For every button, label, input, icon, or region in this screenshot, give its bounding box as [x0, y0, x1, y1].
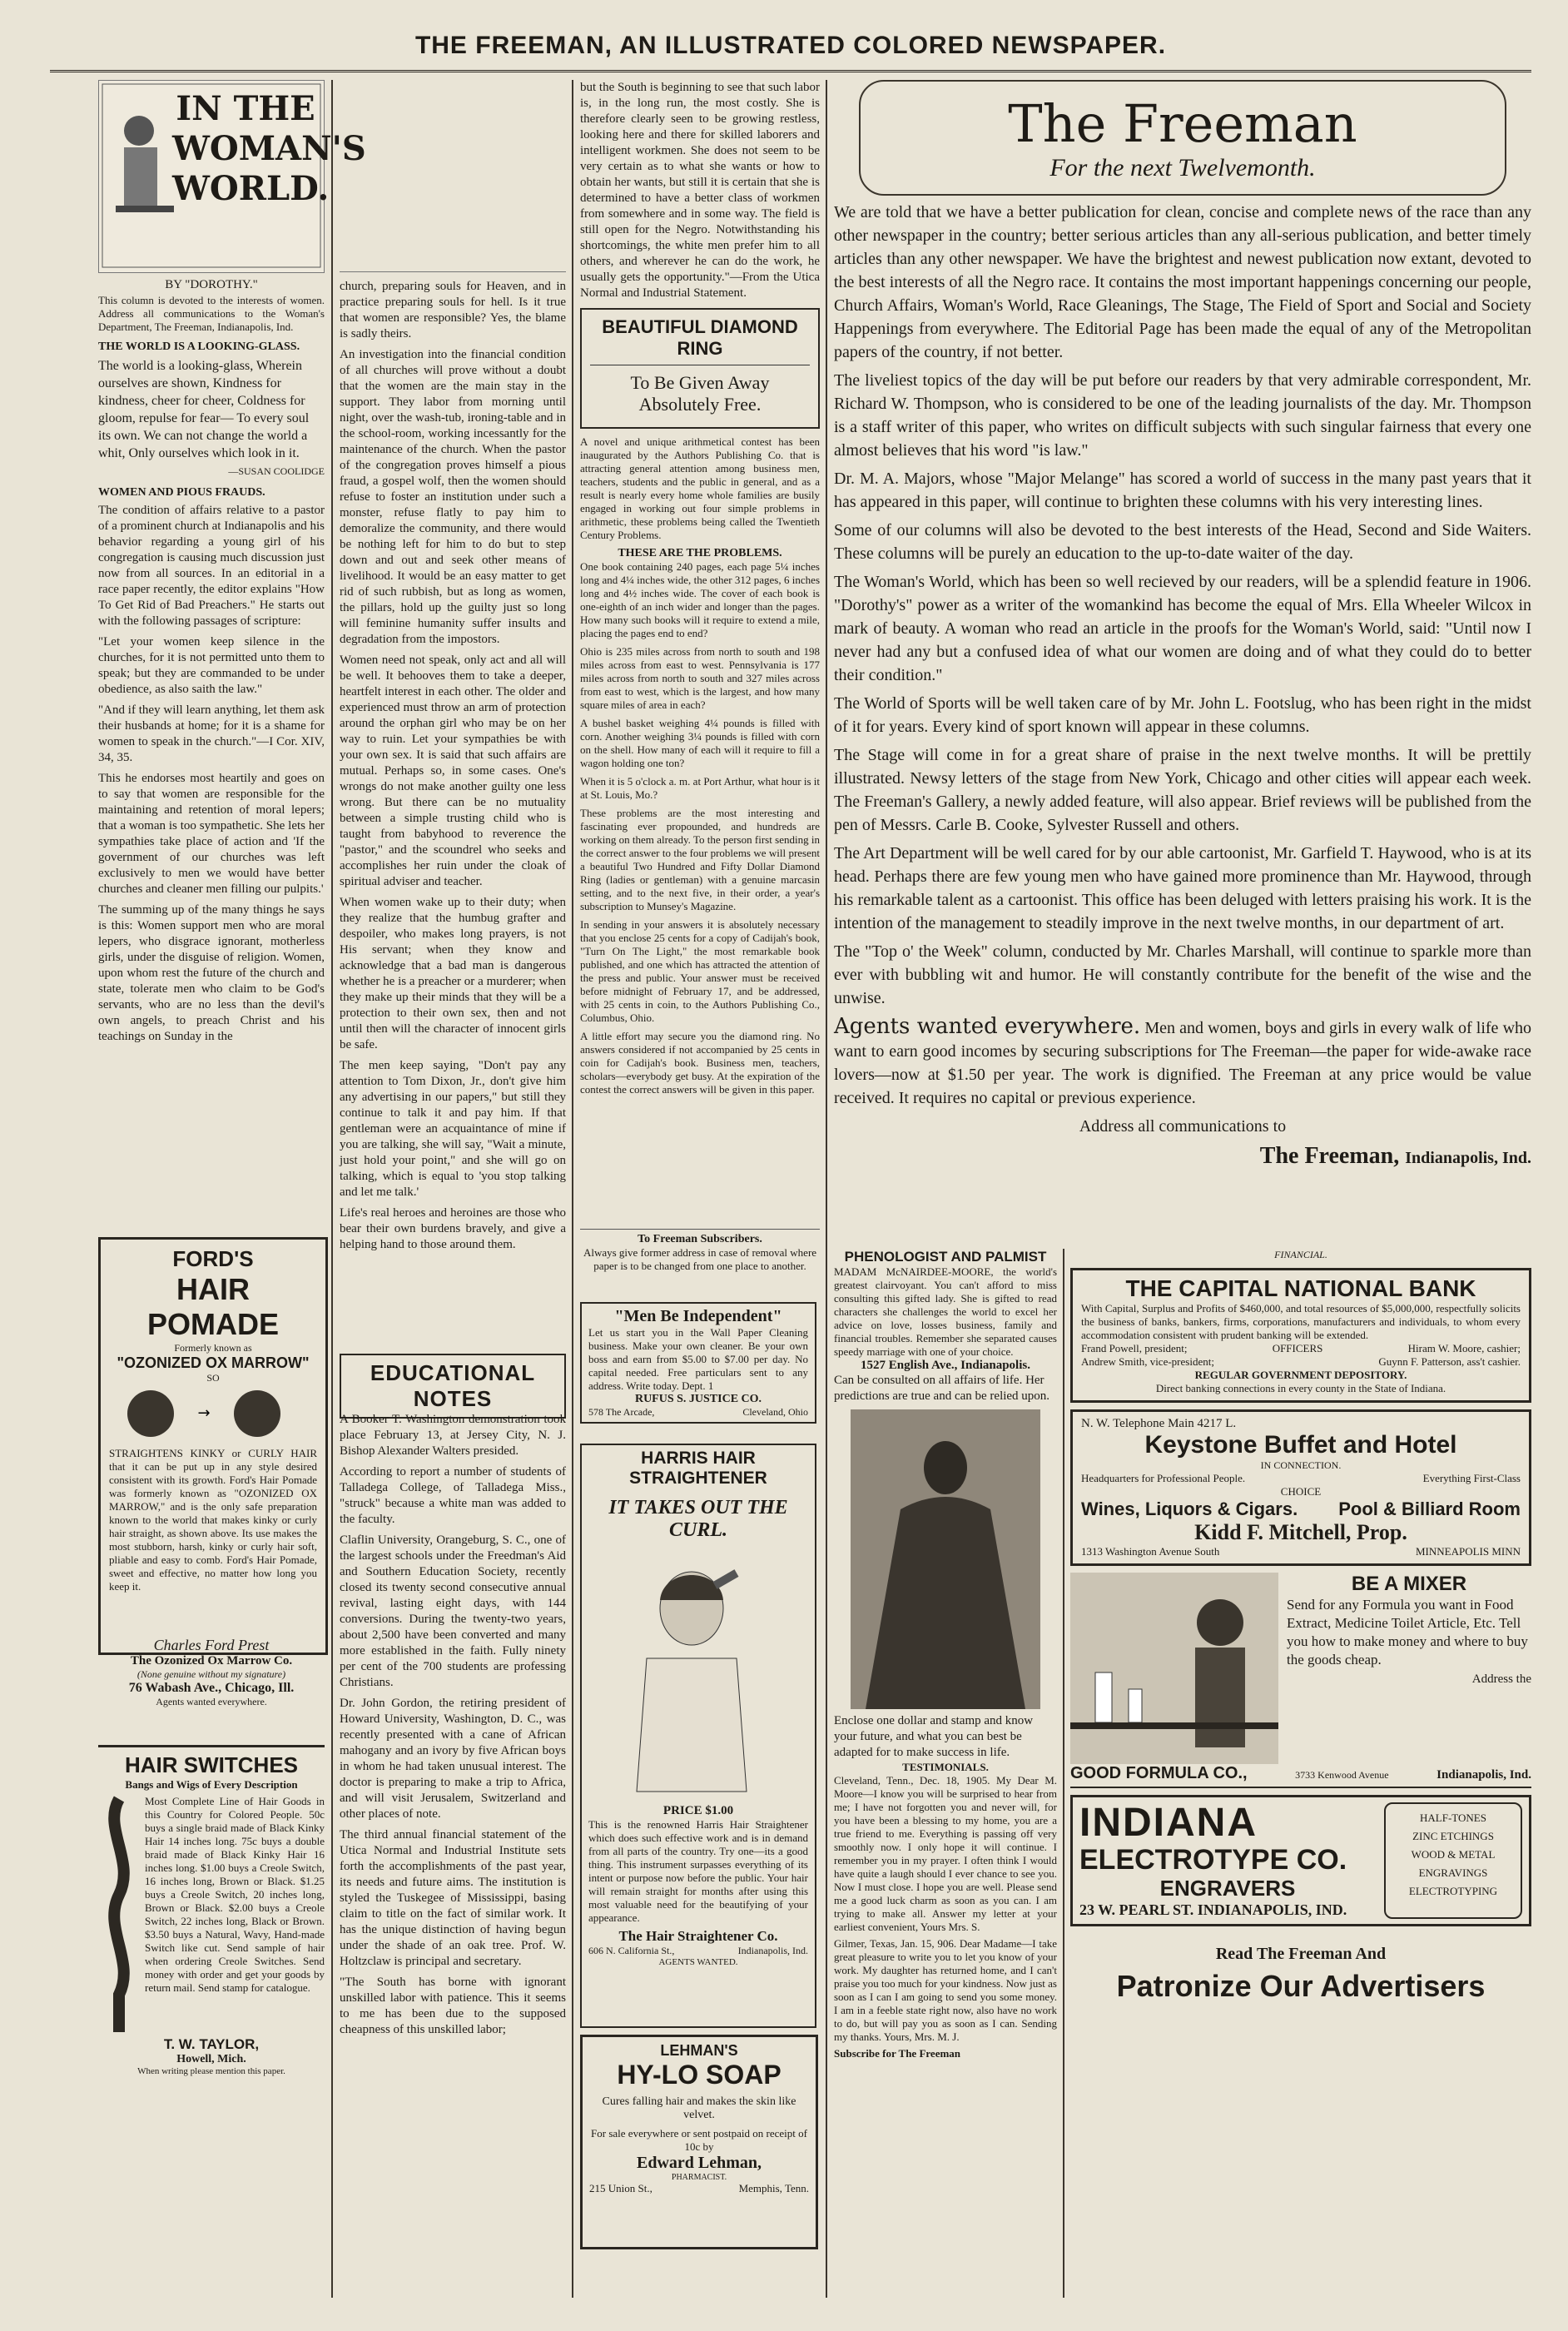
electro-line2: ELECTROTYPE CO. [1079, 1844, 1347, 1876]
testimonial: Gilmer, Texas, Jan. 15, 906. Dear Madame—I take great pleasure to write you to let you know of your work. My daughter has returned home, and I can't praise you too much for your kindness. Now just as soon as I can I am going to send you some money. I am in a feeble state right now, also have no work to do, but will pay you as soon as I can. Sending my thanks. Yours, Mrs. M. J. [834, 1937, 1057, 2043]
column-clairvoyant [834, 1249, 1057, 2298]
bank-body: With Capital, Surplus and Profits of $460,000, and total resources of $5,000,000, respectfully solicits the business of banks, bankers, firms, corporations, manufacturers and individuals, to whom every accommodation consistent with prudent banking will be extended. [1081, 1302, 1521, 1341]
notice-body: Always give former address in case of removal where paper is to be changed from one place to another. [583, 1246, 817, 1272]
article-paragraph: The men keep saying, "Don't pay any attention to Tom Dixon, Jr., don't give him any advertising in our papers," but still they continue to talk it and pay him. If that gentleman were an acquaintance of mine if you are talking, she will say, "Wait a minute, just hold your point," and she will go on talking, which is equal to 'you stop talking and let me talk.' [340, 1059, 566, 1199]
electro-services-list [1384, 1802, 1522, 1919]
ad-person: Edward Lehman, [636, 2154, 762, 2172]
woman-combing-hair-illustration-icon [588, 1550, 795, 1800]
footer-note: Subscribe for The Freeman [834, 2047, 961, 2060]
svg-text:→: → [197, 1404, 211, 1422]
ad-be-a-mixer [1070, 1573, 1531, 1764]
chemist-illustration-icon [1070, 1573, 1278, 1764]
ad-city: Howell, Mich. [176, 2053, 246, 2065]
illustration-spill [340, 80, 566, 272]
edu-note: A Booker T. Washington demonstration took place February 13, at Jersey City, N. J. Bishop Alexander Walters presided. [340, 1413, 566, 1458]
ad-order: For sale everywhere or sent postpaid on receipt of 10c by [591, 2127, 807, 2153]
problems-heading: THESE ARE THE PROBLEMS. [618, 547, 782, 559]
edu-note: Dr. John Gordon, the retiring president of Howard University, Washington, D. C., was recently presented with a cane of African mahogany and an ivory by five African boys in whom he had taken unusual interest. The doctor is preparing to make a trip to Africa, and will visit Jerusalem, Switzerland and other places of note. [340, 1697, 566, 1821]
poem-heading: THE WORLD IS A LOOKING-GLASS. [98, 340, 300, 353]
subscribers-notice [580, 1229, 820, 1273]
ad-note: When writing please mention this paper. [137, 2066, 285, 2076]
ad-title: HAIR POMADE [146, 1272, 279, 1341]
ad-title: HY-LO SOAP [617, 2060, 782, 2090]
ad-subtitle: Bangs and Wigs of Every Description [125, 1778, 298, 1791]
ad-address: 606 N. California St., [588, 1945, 675, 1956]
ring-paragraph: A novel and unique arithmetical contest has been inaugurated by the Authors Publishing Co. that is attracting general attention among business men, teachers, students and the public in general, and as a result is nearly every home whole families are busily engaged in working out four simple problems in arithmetic, these problems being called the Twentieth Century Problems. [580, 435, 820, 541]
ad-subtitle: Absolutely Free. [638, 394, 762, 415]
hotel-first-class: Everything First-Class [1422, 1472, 1521, 1484]
ad-heading: PHENOLOGIST AND PALMIST [844, 1249, 1047, 1265]
announcement-paragraph: Some of our columns will also be devoted to the best interests of the Head, Second and Side Waiters. These columns will be purely an education to the up-to-date waiter of the day. [834, 521, 1531, 563]
column-rule [1063, 1249, 1064, 2298]
mixer-company: GOOD FORMULA CO., [1070, 1764, 1248, 1782]
column-womans-world [98, 80, 366, 2298]
mixer-body: Send for any Formula you want in Food Extract, Medicine Toilet Article, Etc. Tell you how to make money and where to buy the goods cheap. [1287, 1597, 1528, 1667]
ad-subtitle: To Be Given Away [630, 372, 770, 393]
ad-body: Let us start you in the Wall Paper Cleaning business. Make your own cleaner. Be your own boss and earn from $5.00 to $7.00 per day. No capital needed. Free particulars sent to any address. Write today. Dept. 1 [588, 1326, 808, 1392]
freeman-subtitle: For the next Twelvemonth. [1049, 154, 1316, 181]
ring-paragraph: Ohio is 235 miles across from north to south and 198 miles across from east to west. Pennsylvania is 177 miles across from north to south and 327 miles across from east to west, which is the largest, and how many square miles of area in each? [580, 645, 820, 711]
ad-body: MADAM McNAIRDEE-MOORE, the world's greatest clairvoyant. You can't afford to miss consulting this gifted lady. She is gifted to read characters she challenges the world to excel her advice on love, losses business, family and financial troubles. Remember she separated causes speedy marriage with one of your choice. [834, 1265, 1057, 1358]
portrait-heads-icon [109, 1384, 299, 1443]
ad-name: T. W. TAYLOR, [163, 2036, 260, 2052]
ad-price: PRICE $1.00 [662, 1804, 734, 1817]
edu-note: According to report a number of students of Talladega College, of Talladega Miss., "struck" because a white man was added to the faculty. [340, 1465, 566, 1526]
woman-portrait-illustration-icon [834, 1409, 1057, 1709]
ad-body: Enclose one dollar and stamp and know your future, and what you can best be adapted for to make success in life. [834, 1714, 1034, 1759]
ad-hy-lo-soap [580, 2035, 818, 2249]
article-heading: WOMEN AND PIOUS FRAUDS. [98, 486, 265, 499]
article-paragraph: The condition of affairs relative to a pastor of a prominent church at Indianapolis and his behavior regarding a young girl of his congregation is causing much discussion just now from all sources. In an editorial in a race paper recently, the editor explains "How To Get Rid of Bad Preachers." He starts out with the following passages of scripture: [98, 504, 325, 628]
ad-address: 215 Union St., [589, 2182, 653, 2194]
ad-title: HAIR SWITCHES [125, 1752, 298, 1777]
ad-company: The Hair Straightener Co. [618, 1928, 778, 1944]
electro-service: ENGRAVINGS [1418, 1866, 1488, 1879]
announcement-paragraph: The Woman's World, which has been so well recieved by our readers, will be a splendid feature in 1906. "Dorothy's" power as a writer of the womankind has become the equal of Mrs. Ella Wheeler Wilcox in mark of beauty. A woman who read an article in the proofs for the Woman's World, said: "Until now I never had any but a confused idea of what our women are doing and of what they could do to better their condition." [834, 573, 1531, 684]
ad-so: SO [206, 1372, 220, 1384]
hotel-wines: Wines, Liquors & Cigars. [1081, 1498, 1298, 1519]
signature-city: Indianapolis, Ind. [1405, 1149, 1531, 1167]
mixer-address: 3733 Kenwood Avenue [1295, 1769, 1389, 1781]
bank-officers-label: OFFICERS [1272, 1342, 1323, 1354]
testimonials-heading: TESTIMONIALS. [902, 1761, 989, 1773]
electro-address: 23 W. PEARL ST. INDIANAPOLIS, IND. [1079, 1901, 1347, 1918]
ad-indiana-electrotype [1070, 1795, 1531, 1926]
article-paragraph: Women need not speak, only act and all will be well. It behooves them to take a deeper, heartfelt interest in each other. The older and experienced must throw an arm of protection around the orphan girl who may be on her way to ruin. Let your sympathies be with your own sex. It is said that such affairs are mutual. Perhaps so, in some cases. One's wrongs do not make another guilty one less wrong. But there can be no mutuality between a simple trusting child who is taught from babyhood to reverence the "pastor," and the scoundrel who seeks and accomplishes her ruin under the cloak of spiritual adviser and teacher. [340, 654, 566, 888]
bank-president: Frand Powell, president; [1081, 1342, 1188, 1354]
notice-heading: To Freeman Subscribers. [638, 1233, 762, 1245]
byline: BY "DOROTHY." [165, 278, 258, 291]
hotel-headquarters: Headquarters for Professional People. [1081, 1472, 1246, 1484]
ad-name: LEHMAN'S [660, 2042, 738, 2059]
ad-fords-hair-pomade [98, 1237, 328, 1655]
electro-service: ZINC ETCHINGS [1412, 1830, 1494, 1842]
announcement-paragraph: The World of Sports will be well taken care of by Mr. John L. Footslug, who has been right in the midst of it for years. Every kind of sport known will appear in these columns. [834, 694, 1531, 736]
ad-fords-footer [98, 1637, 325, 1708]
column-two [340, 80, 566, 2298]
hotel-phone: N. W. Telephone Main 4217 L. [1081, 1417, 1237, 1430]
address-line: Address all communications to [1079, 1117, 1287, 1136]
ad-keystone-hotel [1070, 1409, 1531, 1566]
edu-note: "The South has borne with ignorant unskilled labor with patience. This it seems to me has been due to the supposed cheapness of this unskilled labor; [340, 1976, 566, 2036]
ad-city: Cleveland, Ohio [742, 1406, 808, 1418]
ad-body: Most Complete Line of Hair Goods in this Country for Colored People. 50c buys a single braid made of Black Kinky Hair 14 inches long. 75c buys a double braid made of Black Kinky Hair 16 inches long. $1.00 buys a Creole Switch, 16 inches long, Brown or Black. $1.25 buys a Creole Switch, 20 inches long, Brown or Black. $2.00 buys a Creole Switch, 22 inches long, Black or Brown. $3.50 buys a Natural, Wavy, Hand-made Switch like cut. Send sample of hair when ordering Creole Switches. Send money with order and get your goods by return mail. Send stamp for catalogue. [145, 1795, 325, 1994]
column-rule [331, 80, 333, 2298]
article-paragraph: but the South is beginning to see that such labor is, in the long run, the most costly. She is therefore clearly seen to be growing restless, looking here and there for skilled laborers and intelligent workmen. She does not seem to be very certain as to what she wants or how to obtain her wants, but still it is certain that she is determined to have a better class of workmen from somewhere and in some way. The field is still open for the Negro. Notwithstanding his shortcomings, the white men prefer him to all others, and wherever he can do the work, he usually gets the opportunity."—From the Utica Normal and Industrial Statement. [580, 81, 820, 300]
ring-paragraph: These problems are the most interesting and fascinating ever propounded, and hundreds are working on them already. To the person first sending in the correct answer to the four problems we will present a beautiful Two Hundred and Fifty Dollar Diamond Ring (ladies or gentleman) with a genuine marcasin setting, and to the next five, in their order, a year's subscription to Munsey's Magazine. [580, 807, 820, 912]
ad-body: This is the renowned Harris Hair Straightener which does such effective work and is in demand from all parts of the country. Try one—its a good thing. This instrument surpasses everything of its intent or purpose now before the public. Your hair will remain straight for months after using this most valuable need for the beautifying of your appearance. [588, 1818, 808, 1924]
ad-city: Memphis, Tenn. [738, 2182, 809, 2194]
ring-paragraph: In sending in your answers it is absolutely necessary that you enclose 25 cents for a copy of Cadijah's book, "Turn On The Light," the most remarkable book published, and one which has attracted the attention of the press and public. Your answer must be received before midnight of February 17, and be addressed, with 25 cents in coin, to the Authors Publishing Co., Columbus, Ohio. [580, 918, 820, 1024]
company-address: 76 Wabash Ave., Chicago, Ill. [128, 1681, 295, 1695]
column-rule [826, 80, 827, 2298]
column-three [580, 80, 820, 2298]
hotel-connection: IN CONNECTION. [1260, 1459, 1342, 1471]
ad-city: Indianapolis, Ind. [737, 1945, 808, 1956]
ad-product-name: "OZONIZED OX MARROW" [117, 1354, 310, 1371]
ad-capital-national-bank [1070, 1268, 1531, 1403]
electro-line3: ENGRAVERS [1159, 1876, 1296, 1901]
ad-title: BEAUTIFUL DIAMOND RING [590, 316, 810, 365]
ad-name: RUFUS S. JUSTICE CO. [634, 1393, 762, 1405]
column-ads [1070, 1249, 1531, 2298]
article-paragraph: When women wake up to their duty; when they realize that the humbug grafter and despoiler, who makes long prayers, is not His servant; when they know and acknowledge that a bad man is dangerous whether he is a preacher or a murderer; when they make up their minds that they will be a protection to their own sex, then and not until then will the character of innocent girls be safe. [340, 896, 566, 1051]
testimonial: Cleveland, Tenn., Dec. 18, 1905. My Dear M. Moore—I know you will be surprised to hear from me; I have not forgotten you and never will, for you have been a blessing to my home, you are a true friend to me. Everything is passing off very smoothly now. I only hope it will continue. I remember you in my prayer. I often think I would have quite a laugh should I ever chance to see you. Now I must close. I hope you are well. Please send me a good luck charm as soon as you can. I am trying to make all. Answer my letter at your earliest convenient, Yours Mrs. S. [834, 1774, 1057, 1933]
bank-connections: Direct banking connections in every county in the State of Indiana. [1155, 1382, 1446, 1394]
announcement-paragraph: The "Top o' the Week" column, conducted by Mr. Charles Marshall, will continue to sparkle more than ever with bubbling wit and humor. He will constantly contribute for the benefit of the wise and the unwise. [834, 942, 1531, 1007]
womans-world-header [98, 80, 366, 273]
signature-name: The Freeman, [1259, 1143, 1400, 1169]
ad-body: STRAIGHTENS KINKY or CURLY HAIR that it can be put up in any style desired consistent with its growth. Ford's Hair Pomade was formerly known as "OZONIZED OX MARROW," and is the only safe preparation known to the world that makes kinky or curly hair straight, as shown above. Its use makes the most stubborn, harsh, kinky or curly hair soft, pliable and easy to comb. Ford's Hair Pomade, sweet and effective, no matter how long you keep it. [109, 1447, 317, 1593]
ad-title: "Men Be Independent" [614, 1307, 782, 1325]
agents-wanted-lead: Agents wanted everywhere. [834, 1014, 1141, 1039]
hotel-choice: CHOICE [1280, 1485, 1322, 1498]
ad-harris-hair-straightener [580, 1444, 816, 2028]
ad-brand: FORD'S [172, 1246, 254, 1271]
ad-subtitle: Formerly known as [174, 1342, 252, 1354]
ad-role: PHARMACIST. [671, 2173, 727, 2182]
article-paragraph: This he endorses most heartily and goes on to say that women are responsible for the maintaining and retention of moral lepers; that a woman is too sympathetic. She lets her sympathies take place of action and 'If the government of our churches was left exclusively to men we would have better churches and cleaner men filling our pulpits.' [98, 772, 325, 896]
ad-address: 1527 English Ave., Indianapolis. [861, 1359, 1030, 1372]
announcement-paragraph: The liveliest topics of the day will be put before our readers by that very admirable correspondent, Mr. Richard W. Thompson, who is considered to be one of the leading journalists of the day. Mr. Thompson is a staff writer of this paper, who writes on difficult subjects with such singular fairness that every one almost believes that his word "is law." [834, 371, 1531, 460]
ring-paragraph: A bushel basket weighing 4¼ pounds is filled with corn. Another weighing 3¼ pounds is filled with corn on the shell. How many of each will it require to fill a wagon holding one ton? [580, 717, 820, 769]
electro-service: ELECTROTYPING [1408, 1885, 1498, 1897]
read-the-freeman: Read The Freeman And [1215, 1945, 1387, 1963]
signature: Charles Ford Prest [153, 1637, 270, 1653]
announcement-paragraph: We are told that we have a better publication for clean, concise and complete news of the race than any other newspaper in the country; better serious articles than any all-serious publication, and better timely articles than any other newspaper. We have the brightest and newest publication now extant, devoted to the best interests of all the Negro race. It contains the most important happenings concerning our people, Church Affairs, Woman's World, Race Gleanings, The Stage, The Field of Sport and Social and Society Happenings from everywhere. The Editorial Page has been made the equal of any of the Metropolitan papers of the country, if not better. [834, 203, 1531, 361]
article-paragraph: An investigation into the financial condition of all churches will prove without a doubt that the women are the main stay in the support. They labor from morning until night, over the wash-tub, ironing-table and in the school-room, working incessantly for the maintenance of the church. When the pastor of the congregation proves himself a pious fraud, a gospel wolf, then the women should refuse to foster an institution under such a monster, refuse flatly to pay him to demoralize the community, and there would be nothing left for him to do but to step down and out and seek other means of livelihood. It would be an easy matter to get rid of such rubbish, but as long as women, the pillars, hold up the guilty just so long will feminine humanity suffer insults and degradation from the impostors. [340, 348, 566, 646]
column-intro: This column is devoted to the interests of women. Address all communications to the Woman's Department, The Freeman, Indianapolis, Ind. [98, 294, 325, 333]
freeman-title: The Freeman [1008, 93, 1357, 154]
bank-cashier: Hiram W. Moore, cashier; [1407, 1342, 1521, 1354]
poem-author: —SUSAN COOLIDGE [228, 465, 325, 477]
column-freeman-announcement [834, 80, 1531, 1240]
mixer-address-lead: Address the [1471, 1672, 1531, 1686]
company-name: The Ozonized Ox Marrow Co. [130, 1654, 293, 1667]
ad-address: 578 The Arcade, [588, 1406, 655, 1418]
ring-paragraph: A little effort may secure you the diamond ring. No answers considered if not accompanied by 25 cents in coin for Cadijah's book. Business men, teachers, scholars—everybody get busy. At the expiration of the contest the correct answers will be given in this paper. [580, 1030, 820, 1096]
hotel-city: MINNEAPOLIS MINN [1415, 1545, 1521, 1558]
hotel-pool: Pool & Billiard Room [1338, 1498, 1521, 1519]
ad-agents: AGENTS WANTED. [658, 1957, 738, 1967]
ring-paragraph: One book containing 240 pages, each page 5¼ inches long and 4¼ inches wide, the other 312 pages, 6 inches long and 4½ inches wide. The cover of each book is one-eighth of an inch wider and longer than the pages. How many such books will it require to extend a mile, placing the pages end to end? [580, 560, 820, 639]
article-paragraph: church, preparing souls for Heaven, and in practice preparing souls for hell. Is it true that women are responsible? Yes, the blame is sadly theirs. [340, 280, 566, 340]
bank-vp: Andrew Smith, vice-president; [1081, 1355, 1214, 1368]
financial-label: FINANCIAL. [1274, 1249, 1327, 1260]
announcement-paragraph: The Stage will come in for a great share of praise in the next twelve months. It will be prettily illustrated. Newsy letters of the stage from New York, Chicago and other cities will appear each week. The Freeman's Gallery, a newly added feature, will also appear. Brief reviews will be published from the pen of Messrs. Carle B. Cooke, Sylvester Russell and others. [834, 746, 1531, 834]
bank-title: THE CAPITAL NATIONAL BANK [1125, 1275, 1476, 1301]
braid-switch-icon [98, 1795, 140, 2036]
article-paragraph: "And if they will learn anything, let them ask their husbands at home; for it is a shame for women to speak in the church."—I Cor. XIV, 34, 35. [98, 703, 325, 764]
mixer-title: BE A MIXER [1351, 1573, 1467, 1595]
poem-text: The world is a looking-glass, Wherein ourselves are shown, Kindness for kindness, cheer for cheer, Coldness for gloom, repulse for fear— To every soul its own. We can not change the world a whit, Only ourselves which look in it. [98, 359, 310, 460]
ad-title: HARRIS HAIR STRAIGHTENER [629, 1449, 767, 1488]
electro-service: WOOD & METAL [1411, 1848, 1496, 1861]
electro-service: HALF-TONES [1420, 1812, 1486, 1824]
article-paragraph: The summing up of the many things he says is this: Women support men who are moral lepers, who disgrace ignorant, motherless girls, under the disguise of religion. Women, upon whom rest the future of the church and state, tolerate men who claim to be God's servants, who are no less than the devil's own angels, to preach Christ and his teachings on Sunday in the [98, 903, 325, 1043]
patronize-advertisers: Patronize Our Advertisers [1116, 1969, 1486, 2003]
announcement-paragraph: The Art Department will be well cared for by our able cartoonist, Mr. Garfield T. Haywood, who is at its head. Perhaps there are few young men who have gained more prominence than Mr. Haywood, through his remarkable talent as a cartoonist. This office has been deluged with letters praising his work. It is the intention of the management to steadily improve in the next twelve months, in our department of art. [834, 844, 1531, 932]
bank-depository: REGULAR GOVERNMENT DEPOSITORY. [1194, 1369, 1407, 1381]
educational-notes-heading: EDUCATIONAL NOTES [340, 1354, 566, 1419]
ad-men-be-independent [580, 1302, 816, 1424]
electro-line1: INDIANA [1079, 1801, 1258, 1845]
edu-note: Claflin University, Orangeburg, S. C., one of the largest schools under the Freedman's Aid and Southern Education Society, recently closed its twenty second consecutive annual revival, lasting eight days, with 144 conversions. During the twenty-two years, about 2,500 have been converted and many more established in the faith. Fully ninety per cent of the 700 students are professing Christians. [340, 1533, 566, 1689]
hotel-address: 1313 Washington Avenue South [1081, 1545, 1220, 1558]
womans-world-title: IN THE WOMAN'S WORLD. [172, 89, 366, 208]
agents-note: Agents wanted everywhere. [156, 1696, 267, 1707]
announcement-paragraph: Dr. M. A. Majors, whose "Major Melange" has scored a world of success in the many past years that it has appeared in this paper, will continue to brighten these columns with his very interesting lines. [834, 470, 1531, 511]
hotel-title: Keystone Buffet and Hotel [1144, 1431, 1457, 1459]
ad-diamond-ring [580, 308, 820, 429]
ring-paragraph: When it is 5 o'clock a. m. at Port Arthur, what hour is it at St. Louis, Mo.? [580, 775, 820, 801]
ad-slogan: IT TAKES OUT THE CURL. [608, 1497, 788, 1541]
genuine-note: (None genuine without my signature) [136, 1668, 286, 1680]
bank-asst-cashier: Guynn F. Patterson, ass't cashier. [1378, 1355, 1521, 1368]
edu-note: The third annual financial statement of the Utica Normal and Industrial Institute sets forth the accomplishments of the past year, its needs and future aims. The institution is styled the Tuskegee of Mississippi, basing claim to title on the fact of similar work. It has the unique distinction of having begun under the shade of an oak tree. Prof. W. Holtzclaw is principal and secretary. [340, 1828, 566, 1968]
article-paragraph: Life's real heroes and heroines are those who bear their own burdens bravely, and give a helping hand to those around them. [340, 1206, 566, 1251]
article-paragraph: "Let your women keep silence in the churches, for it is not permitted unto them to speak; but they are commanded to be under obedience, as also saith the law." [98, 635, 325, 696]
freeman-title-frame [859, 80, 1506, 196]
ad-body: Can be consulted on all affairs of life. Her predictions are true and can be relied upon. [834, 1374, 1050, 1403]
masthead: THE FREEMAN, AN ILLUSTRATED COLORED NEWSPAPER. [50, 32, 1531, 72]
agents-wanted-text: Men and women, boys and girls in every walk of life who want to earn good incomes by securing subscriptions for The Freeman—the paper for wide-awake race lovers—now at $1.50 per year. The work is dignified. The Freeman at any price would be value received. It requires no capital or previous experience. [834, 1019, 1532, 1107]
hotel-proprietor: Kidd F. Mitchell, Prop. [1194, 1520, 1407, 1544]
column-rule [572, 80, 573, 2298]
ad-body: Cures falling hair and makes the skin like velvet. [602, 2095, 796, 2121]
mixer-city: Indianapolis, Ind. [1437, 1768, 1531, 1782]
ad-hair-switches [98, 1745, 325, 2076]
